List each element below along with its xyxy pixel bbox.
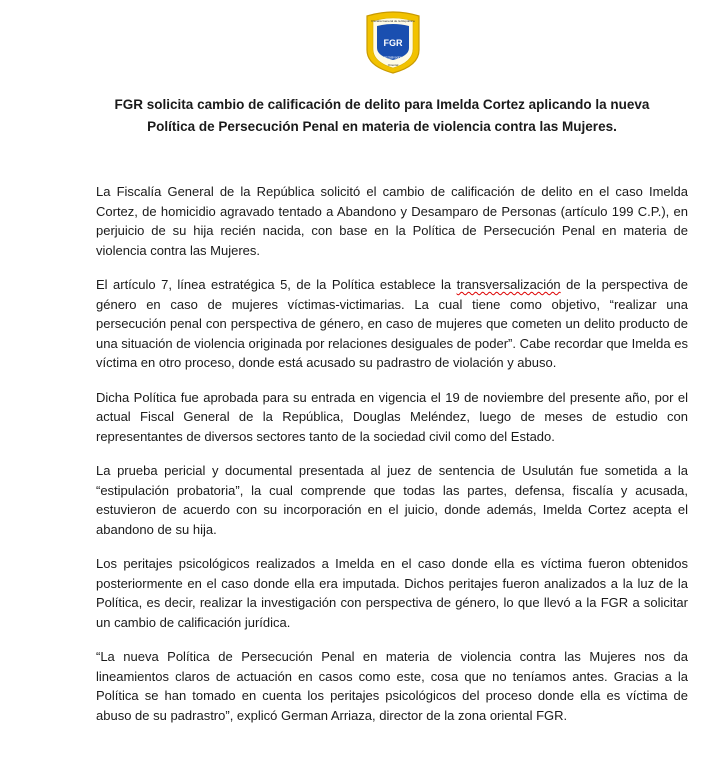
logo-subtitle: El Salvador	[384, 55, 402, 60]
paragraph-2	[96, 275, 688, 373]
logo-text: FGR	[383, 38, 403, 48]
paragraph-2-end: de la perspectiva de género en caso de mujeres víctimas-victimarias. La cual tiene como objetivo, “realizar una persecución penal con perspectiva de género, en caso de mujeres que cometen un delito producto de una situación de violencia originada por relaciones desiguales de poder”. Cabe recordar que Imelda es víctima en otro proceso, donde está acusado su padrastro de violación y abuso.	[96, 277, 688, 370]
logo-tagline: Oriental	[387, 63, 399, 67]
fgr-shield-icon	[363, 10, 423, 74]
paragraph-6: “La nueva Política de Persecución Penal en materia de violencia contra las Mujeres nos da lineamientos claros de actuación en casos como este, cosa que no teníamos antes. Gracias a la Política se han tomado en cuenta los peritajes psicológicos del proceso donde ella es víctima de abuso de su padrastro”, explicó German Arriaza, director de la zona oriental FGR.	[96, 649, 688, 723]
logo-arc-text: Fiscalía General de la República	[371, 19, 415, 23]
paragraph-3: Dicha Política fue aprobada para su entrada en vigencia el 19 de noviembre del presente año, por el actual Fiscal General de la República, Douglas Meléndez, luego de meses de estudio con representantes de diversos sectores tanto de la sociedad civil como del Estado.	[96, 389, 688, 444]
paragraph-4: La prueba pericial y documental presentada al juez de sentencia de Usulután fue sometida a la “estipulación probatoria”, la cual comprende que todas las partes, defensa, fiscalía y acusada, estuvieron de acuerdo con su incorporación en el juicio, donde además, Imelda Cortez acepta el abandono de su hija.	[96, 463, 688, 537]
paragraph-2-start: El artículo 7, línea estratégica 5, de la Política establece la	[96, 277, 457, 292]
document-title: FGR solicita cambio de calificación de delito para Imelda Cortez aplicando la nueva Política de Persecución Penal en materia de violencia contra las Mujeres.	[114, 97, 650, 134]
fgr-logo	[363, 10, 423, 74]
document-body	[96, 182, 688, 740]
paragraph-1: La Fiscalía General de la República solicitó el cambio de calificación de delito en el caso Imelda Cortez, de homicidio agravado tentado a Abandono y Desamparo de Personas (artículo 199 C.P.), en perjuicio de su hija recién nacida, con base en la Política de Persecución Penal en materia de violencia contra las Mujeres.	[96, 184, 688, 258]
paragraph-5: Los peritajes psicológicos realizados a Imelda en el caso donde ella es víctima fueron obtenidos posteriormente en el caso donde ella era imputada. Dichos peritajes fueron analizados a la luz de la Política, es decir, realizar la investigación con perspectiva de género, lo que llevó a la FGR a solicitar un cambio de calificación jurídica.	[96, 556, 688, 630]
spellcheck-flagged-word: transversalización	[456, 277, 561, 292]
